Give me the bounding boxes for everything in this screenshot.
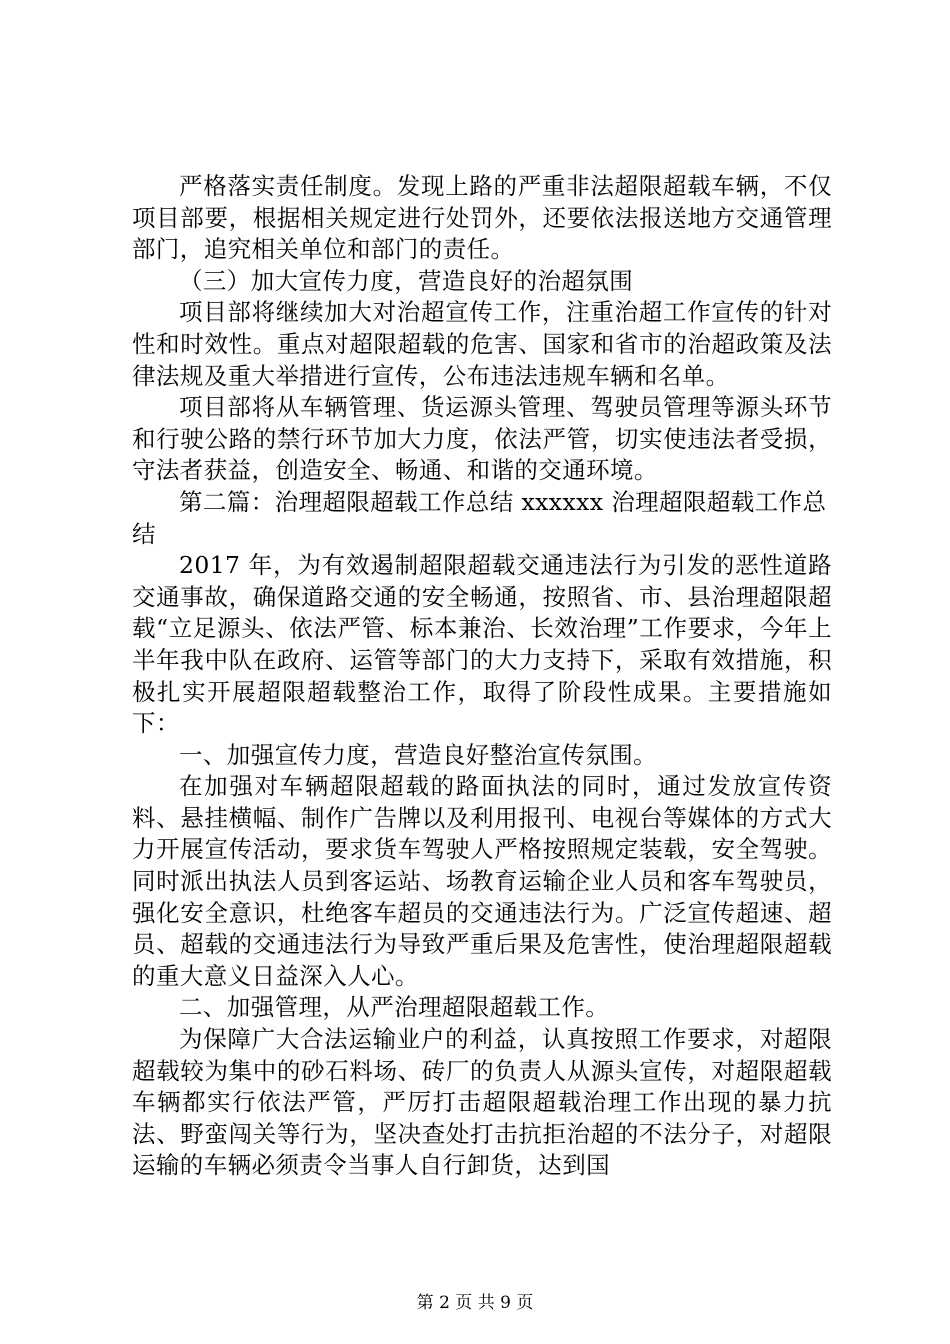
section-heading-one: 一、加强宣传力度，营造良好整治宣传氛围。: [179, 740, 657, 769]
paragraph-strict-management: 为保障广大合法运输业户的利益，认真按照工作要求，对超限超载较为集中的砂石料场、砖厂的负责人从源头宣传，对超限超载车辆都实行依法严管，严厉打击超限超载治理工作出现的暴力抗法、野蛮闯关等行为，坚决查处打击抗拒治超的不法分子，对超限运输的车辆必须责令当事人自行卸货，达到国: [132, 1025, 832, 1180]
section-heading-publicity: （三）加大宣传力度，营造良好的治超氛围: [179, 266, 634, 295]
paragraph-publicity-work: 项目部将继续加大对治超宣传工作，注重治超工作宣传的针对性和时效性。重点对超限超载的危害、国家和省市的治超政策及法律法规及重大举措进行宣传，公布违法违规车辆和名单。: [132, 298, 832, 390]
page-number-footer: 第 2 页 共 9 页: [416, 1293, 534, 1313]
section-heading-two: 二、加强管理，从严治理超限超载工作。: [179, 993, 610, 1022]
chapter-title: 第二篇：治理超限超载工作总结 xxxxxx 治理超限超载工作总结: [132, 487, 827, 548]
paragraph-summary-intro: 2017 年，为有效遏制超限超载交通违法行为引发的恶性道路交通事故，确保道路交通的安全畅通，按照省、市、县治理超限超载“立足源头、依法严管、标本兼治、长效治理”工作要求，今年上半年我中队在政府、运管等部门的大力支持下，采取有效措施，积极扎实开展超限超载整治工作，取得了阶段性成果。主要措施如下：: [132, 551, 832, 738]
paragraph-road-enforcement: 在加强对车辆超限超载的路面执法的同时，通过发放宣传资料、悬挂横幅、制作广告牌以及利用报刊、电视台等媒体的方式大力开展宣传活动，要求货车驾驶人严格按照规定装载，安全驾驶。同时派出执法人员到客运站、场教育运输企业人员和客车驾驶员，强化安全意识，杜绝客车超员的交通违法行为。广泛宣传超速、超员、超载的交通违法行为导致严重后果及危害性，使治理超限超载的重大意义日益深入人心。: [132, 772, 832, 990]
paragraph-source-management: 项目部将从车辆管理、货运源头管理、驾驶员管理等源头环节和行驶公路的禁行环节加大力度，依法严管，切实使违法者受损，守法者获益，创造安全、畅通、和谐的交通环境。: [132, 393, 832, 485]
document-body: [132, 171, 832, 1182]
paragraph-responsibility: 严格落实责任制度。发现上路的严重非法超限超载车辆，不仅项目部要，根据相关规定进行处罚外，还要依法报送地方交通管理部门，追究相关单位和部门的责任。: [132, 172, 832, 264]
